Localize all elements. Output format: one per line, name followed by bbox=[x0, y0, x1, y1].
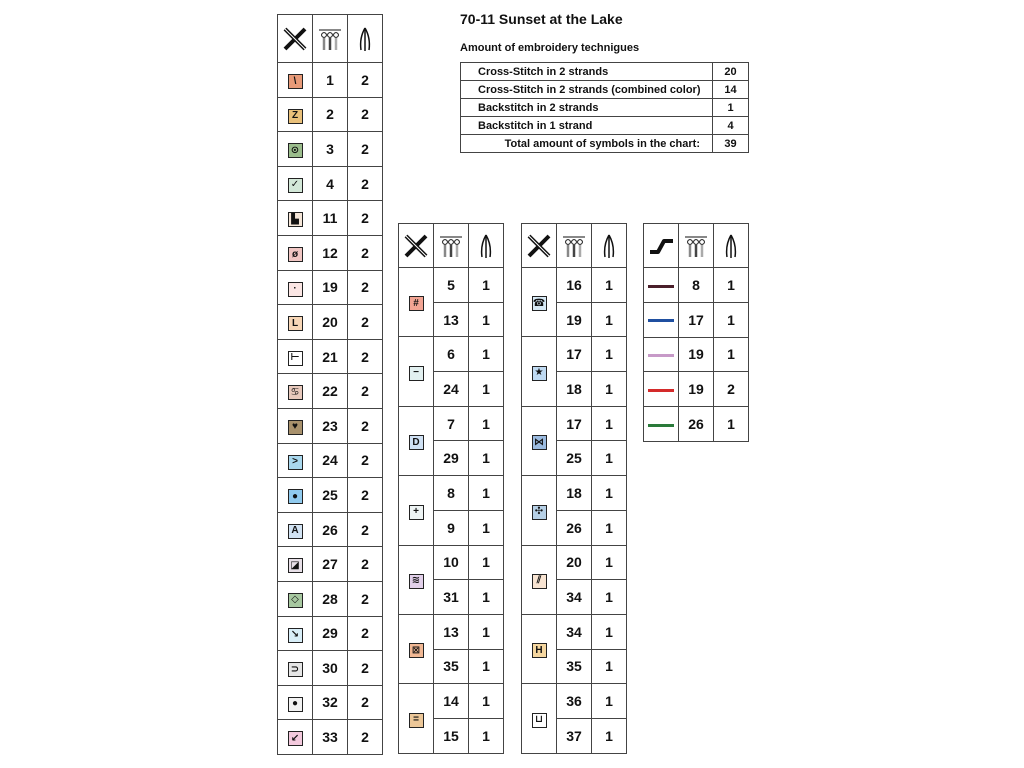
color-number: 21 bbox=[313, 339, 348, 374]
strand-count: 1 bbox=[469, 337, 504, 372]
table-row bbox=[644, 268, 749, 303]
symbol-cell bbox=[278, 720, 313, 755]
strand-count: 2 bbox=[348, 201, 383, 236]
color-number: 7 bbox=[434, 406, 469, 441]
strand-count: 2 bbox=[348, 270, 383, 305]
strand-count: 1 bbox=[469, 510, 504, 545]
table-row bbox=[278, 97, 383, 132]
symbol-cell bbox=[278, 235, 313, 270]
strand-count: 1 bbox=[592, 649, 627, 684]
stitch-symbol: − bbox=[409, 366, 424, 381]
summary-row bbox=[461, 99, 749, 117]
summary-row bbox=[461, 63, 749, 81]
stitch-symbol: ⊢ bbox=[288, 351, 303, 366]
strand-count: 1 bbox=[592, 510, 627, 545]
strand-count: 1 bbox=[592, 684, 627, 719]
symbol-cell bbox=[278, 270, 313, 305]
strand-count: 1 bbox=[469, 302, 504, 337]
header-cell bbox=[278, 15, 313, 63]
backstitch-line-sample bbox=[648, 354, 674, 357]
table-row bbox=[278, 685, 383, 720]
color-number: 2 bbox=[313, 97, 348, 132]
strand-count: 2 bbox=[348, 132, 383, 167]
symbol-cell bbox=[278, 547, 313, 582]
symbol-cell bbox=[399, 614, 434, 683]
stitch-symbol: ⋈ bbox=[532, 435, 547, 450]
color-number: 9 bbox=[434, 510, 469, 545]
color-number: 24 bbox=[434, 372, 469, 407]
strand-count: 2 bbox=[348, 720, 383, 755]
stitch-symbol: ✓ bbox=[288, 178, 303, 193]
color-number: 14 bbox=[434, 684, 469, 719]
symbol-cell bbox=[522, 684, 557, 753]
header-cell bbox=[644, 224, 679, 268]
chart-title: 70-11 Sunset at the Lake bbox=[460, 11, 623, 27]
strand-count: 2 bbox=[348, 443, 383, 478]
strand-count: 1 bbox=[592, 372, 627, 407]
strands-icon bbox=[437, 232, 465, 260]
needle-icon bbox=[472, 232, 500, 260]
table-row bbox=[278, 270, 383, 305]
color-number: 37 bbox=[557, 718, 592, 753]
summary-total-row bbox=[461, 135, 749, 153]
table-row bbox=[399, 545, 504, 580]
symbol-cell bbox=[278, 97, 313, 132]
stitch-symbol: ↘ bbox=[288, 628, 303, 643]
strand-count: 2 bbox=[348, 374, 383, 409]
strand-count: 1 bbox=[469, 441, 504, 476]
stitch-symbol: ⫽ bbox=[532, 574, 547, 589]
color-number: 19 bbox=[313, 270, 348, 305]
stitch-symbol: ♥ bbox=[288, 420, 303, 435]
stitch-symbol: ⊙ bbox=[288, 143, 303, 158]
color-number: 31 bbox=[434, 580, 469, 615]
stitch-symbol: ▙ bbox=[288, 212, 303, 227]
strand-count: 2 bbox=[348, 408, 383, 443]
color-number: 17 bbox=[679, 302, 714, 337]
table-row bbox=[399, 614, 504, 649]
symbol-cell bbox=[278, 651, 313, 686]
combined-color-key-table-2 bbox=[521, 223, 627, 754]
backstitch-icon bbox=[647, 232, 675, 260]
symbol-cell bbox=[522, 406, 557, 475]
strand-count: 1 bbox=[592, 545, 627, 580]
stitch-symbol: # bbox=[409, 296, 424, 311]
needle-icon bbox=[351, 25, 379, 53]
color-number: 32 bbox=[313, 685, 348, 720]
table-row bbox=[522, 476, 627, 511]
stitch-symbol: Z bbox=[288, 109, 303, 124]
symbol-cell bbox=[278, 166, 313, 201]
color-number: 26 bbox=[679, 407, 714, 442]
table-header-row bbox=[644, 224, 749, 268]
table-row bbox=[278, 166, 383, 201]
strand-count: 2 bbox=[348, 651, 383, 686]
symbol-cell bbox=[278, 374, 313, 409]
color-number: 30 bbox=[313, 651, 348, 686]
table-row bbox=[522, 545, 627, 580]
backstitch-key-table bbox=[643, 223, 749, 442]
cross-stitch-key-table bbox=[277, 14, 383, 755]
color-number: 29 bbox=[434, 441, 469, 476]
strand-count: 2 bbox=[348, 166, 383, 201]
stitch-symbol: ≋ bbox=[409, 574, 424, 589]
table-row bbox=[644, 337, 749, 372]
color-number: 35 bbox=[557, 649, 592, 684]
needle-icon bbox=[595, 232, 623, 260]
strand-count: 1 bbox=[469, 649, 504, 684]
strand-count: 1 bbox=[469, 614, 504, 649]
table-row bbox=[278, 339, 383, 374]
summary-label: Cross-Stitch in 2 strands (combined color) bbox=[461, 81, 713, 99]
table-row bbox=[522, 268, 627, 303]
summary-label: Cross-Stitch in 2 strands bbox=[461, 63, 713, 81]
color-number: 12 bbox=[313, 235, 348, 270]
color-number: 8 bbox=[679, 268, 714, 303]
summary-value: 14 bbox=[713, 81, 749, 99]
stitch-symbol: ☎ bbox=[532, 296, 547, 311]
techniques-subtitle: Amount of embroidery technigues bbox=[460, 42, 640, 54]
table-header-row bbox=[278, 15, 383, 63]
table-row bbox=[399, 684, 504, 719]
table-row bbox=[278, 374, 383, 409]
symbol-cell bbox=[278, 339, 313, 374]
color-number: 24 bbox=[313, 443, 348, 478]
line-sample-cell bbox=[644, 302, 679, 337]
symbol-cell bbox=[522, 476, 557, 545]
summary-label: Backstitch in 2 strands bbox=[461, 99, 713, 117]
table-row bbox=[522, 337, 627, 372]
strand-count: 1 bbox=[469, 580, 504, 615]
strand-count: 1 bbox=[714, 302, 749, 337]
stitch-symbol: ⊔ bbox=[532, 713, 547, 728]
stitch-symbol: L bbox=[288, 316, 303, 331]
color-number: 29 bbox=[313, 616, 348, 651]
table-row bbox=[399, 337, 504, 372]
table-row bbox=[278, 720, 383, 755]
summary-value: 20 bbox=[713, 63, 749, 81]
table-row bbox=[278, 132, 383, 167]
color-number: 3 bbox=[313, 132, 348, 167]
color-number: 13 bbox=[434, 302, 469, 337]
cross-stitch-icon bbox=[525, 232, 553, 260]
table-row bbox=[399, 268, 504, 303]
color-number: 26 bbox=[313, 512, 348, 547]
stitch-symbol: ◪ bbox=[288, 558, 303, 573]
strand-count: 2 bbox=[348, 581, 383, 616]
color-number: 17 bbox=[557, 406, 592, 441]
cross-stitch-icon bbox=[402, 232, 430, 260]
summary-label: Backstitch in 1 strand bbox=[461, 117, 713, 135]
strand-count: 2 bbox=[348, 616, 383, 651]
summary-value: 4 bbox=[713, 117, 749, 135]
symbol-cell bbox=[278, 581, 313, 616]
table-row bbox=[278, 547, 383, 582]
symbol-cell bbox=[278, 201, 313, 236]
table-row bbox=[278, 408, 383, 443]
symbol-cell bbox=[278, 685, 313, 720]
symbol-cell bbox=[522, 268, 557, 337]
color-number: 1 bbox=[313, 63, 348, 98]
techniques-summary-table bbox=[460, 62, 749, 153]
line-sample-cell bbox=[644, 372, 679, 407]
header-cell bbox=[714, 224, 749, 268]
table-row bbox=[278, 235, 383, 270]
table-row bbox=[522, 684, 627, 719]
combined-color-key-table-1 bbox=[398, 223, 504, 754]
stitch-symbol: ø bbox=[288, 247, 303, 262]
table-row bbox=[278, 63, 383, 98]
table-row bbox=[278, 478, 383, 513]
stitch-symbol: ⊃ bbox=[288, 662, 303, 677]
strand-count: 1 bbox=[714, 268, 749, 303]
symbol-cell bbox=[522, 337, 557, 406]
color-number: 25 bbox=[557, 441, 592, 476]
symbol-cell bbox=[278, 512, 313, 547]
table-header-row bbox=[399, 224, 504, 268]
table-row bbox=[644, 372, 749, 407]
strands-icon bbox=[682, 232, 710, 260]
summary-row bbox=[461, 81, 749, 99]
backstitch-line-sample bbox=[648, 389, 674, 392]
stitch-symbol: \ bbox=[288, 74, 303, 89]
color-number: 22 bbox=[313, 374, 348, 409]
strands-icon bbox=[560, 232, 588, 260]
line-sample-cell bbox=[644, 268, 679, 303]
color-number: 33 bbox=[313, 720, 348, 755]
color-number: 15 bbox=[434, 718, 469, 753]
stitch-symbol: ● bbox=[288, 697, 303, 712]
header-cell bbox=[348, 15, 383, 63]
symbol-cell bbox=[399, 684, 434, 753]
stitch-symbol: ⊠ bbox=[409, 643, 424, 658]
color-number: 28 bbox=[313, 581, 348, 616]
symbol-cell bbox=[278, 616, 313, 651]
symbol-cell bbox=[399, 476, 434, 545]
table-row bbox=[644, 407, 749, 442]
table-row bbox=[522, 614, 627, 649]
symbol-cell bbox=[522, 545, 557, 614]
color-number: 5 bbox=[434, 268, 469, 303]
symbol-cell bbox=[278, 408, 313, 443]
strand-count: 1 bbox=[592, 302, 627, 337]
strand-count: 1 bbox=[469, 684, 504, 719]
color-number: 19 bbox=[679, 337, 714, 372]
stitch-symbol: ♋ bbox=[288, 385, 303, 400]
stitch-symbol: ◇ bbox=[288, 593, 303, 608]
stitch-symbol: H bbox=[532, 643, 547, 658]
color-number: 17 bbox=[557, 337, 592, 372]
header-cell bbox=[592, 224, 627, 268]
strand-count: 2 bbox=[348, 478, 383, 513]
color-number: 20 bbox=[557, 545, 592, 580]
symbol-cell bbox=[278, 132, 313, 167]
backstitch-line-sample bbox=[648, 424, 674, 427]
table-row bbox=[278, 201, 383, 236]
strand-count: 1 bbox=[592, 718, 627, 753]
symbol-cell bbox=[278, 478, 313, 513]
table-row bbox=[278, 616, 383, 651]
stitch-symbol: D bbox=[409, 435, 424, 450]
table-row bbox=[278, 512, 383, 547]
table-row bbox=[399, 406, 504, 441]
symbol-cell bbox=[399, 545, 434, 614]
strand-count: 1 bbox=[469, 476, 504, 511]
strand-count: 1 bbox=[469, 268, 504, 303]
strand-count: 1 bbox=[592, 476, 627, 511]
strand-count: 2 bbox=[348, 685, 383, 720]
strand-count: 1 bbox=[469, 406, 504, 441]
color-number: 13 bbox=[434, 614, 469, 649]
table-row bbox=[399, 476, 504, 511]
color-number: 27 bbox=[313, 547, 348, 582]
symbol-cell bbox=[278, 305, 313, 340]
header-cell bbox=[313, 15, 348, 63]
summary-total-value: 39 bbox=[713, 135, 749, 153]
color-number: 25 bbox=[313, 478, 348, 513]
needle-icon bbox=[717, 232, 745, 260]
color-number: 18 bbox=[557, 372, 592, 407]
strand-count: 2 bbox=[348, 63, 383, 98]
strand-count: 2 bbox=[348, 97, 383, 132]
stitch-symbol: A bbox=[288, 524, 303, 539]
backstitch-line-sample bbox=[648, 285, 674, 288]
stitch-symbol: ★ bbox=[532, 366, 547, 381]
stitch-symbol: ↙ bbox=[288, 731, 303, 746]
color-number: 23 bbox=[313, 408, 348, 443]
table-row bbox=[522, 406, 627, 441]
header-cell bbox=[399, 224, 434, 268]
symbol-cell bbox=[278, 443, 313, 478]
color-number: 4 bbox=[313, 166, 348, 201]
summary-value: 1 bbox=[713, 99, 749, 117]
symbol-cell bbox=[399, 268, 434, 337]
strands-icon bbox=[316, 25, 344, 53]
strand-count: 1 bbox=[592, 337, 627, 372]
header-cell bbox=[557, 224, 592, 268]
strand-count: 2 bbox=[348, 235, 383, 270]
strand-count: 1 bbox=[469, 718, 504, 753]
strand-count: 1 bbox=[592, 406, 627, 441]
symbol-cell bbox=[278, 63, 313, 98]
table-row bbox=[644, 302, 749, 337]
color-number: 6 bbox=[434, 337, 469, 372]
strand-count: 1 bbox=[592, 614, 627, 649]
table-row bbox=[278, 305, 383, 340]
color-number: 18 bbox=[557, 476, 592, 511]
stitch-symbol: ● bbox=[288, 489, 303, 504]
header-cell bbox=[522, 224, 557, 268]
color-number: 8 bbox=[434, 476, 469, 511]
stitch-symbol: · bbox=[288, 282, 303, 297]
strand-count: 1 bbox=[592, 441, 627, 476]
color-number: 16 bbox=[557, 268, 592, 303]
strand-count: 2 bbox=[348, 547, 383, 582]
symbol-cell bbox=[399, 337, 434, 406]
table-row bbox=[278, 443, 383, 478]
symbol-cell bbox=[399, 406, 434, 475]
header-cell bbox=[469, 224, 504, 268]
color-number: 36 bbox=[557, 684, 592, 719]
color-number: 26 bbox=[557, 510, 592, 545]
strand-count: 1 bbox=[592, 268, 627, 303]
color-number: 20 bbox=[313, 305, 348, 340]
strand-count: 1 bbox=[714, 337, 749, 372]
stitch-symbol: ✣ bbox=[532, 505, 547, 520]
symbol-cell bbox=[522, 614, 557, 683]
strand-count: 1 bbox=[592, 580, 627, 615]
table-header-row bbox=[522, 224, 627, 268]
backstitch-line-sample bbox=[648, 319, 674, 322]
header-cell bbox=[679, 224, 714, 268]
color-number: 19 bbox=[679, 372, 714, 407]
strand-count: 2 bbox=[348, 512, 383, 547]
strand-count: 2 bbox=[348, 339, 383, 374]
color-number: 11 bbox=[313, 201, 348, 236]
color-number: 10 bbox=[434, 545, 469, 580]
summary-total-label: Total amount of symbols in the chart: bbox=[461, 135, 713, 153]
color-number: 34 bbox=[557, 580, 592, 615]
line-sample-cell bbox=[644, 407, 679, 442]
line-sample-cell bbox=[644, 337, 679, 372]
table-row bbox=[278, 651, 383, 686]
header-cell bbox=[434, 224, 469, 268]
summary-row bbox=[461, 117, 749, 135]
color-number: 34 bbox=[557, 614, 592, 649]
color-number: 35 bbox=[434, 649, 469, 684]
strand-count: 1 bbox=[469, 545, 504, 580]
strand-count: 1 bbox=[714, 407, 749, 442]
stitch-symbol: + bbox=[409, 505, 424, 520]
strand-count: 2 bbox=[714, 372, 749, 407]
stitch-symbol: > bbox=[288, 455, 303, 470]
color-number: 19 bbox=[557, 302, 592, 337]
cross-stitch-icon bbox=[281, 25, 309, 53]
stitch-symbol: = bbox=[409, 713, 424, 728]
strand-count: 1 bbox=[469, 372, 504, 407]
strand-count: 2 bbox=[348, 305, 383, 340]
table-row bbox=[278, 581, 383, 616]
